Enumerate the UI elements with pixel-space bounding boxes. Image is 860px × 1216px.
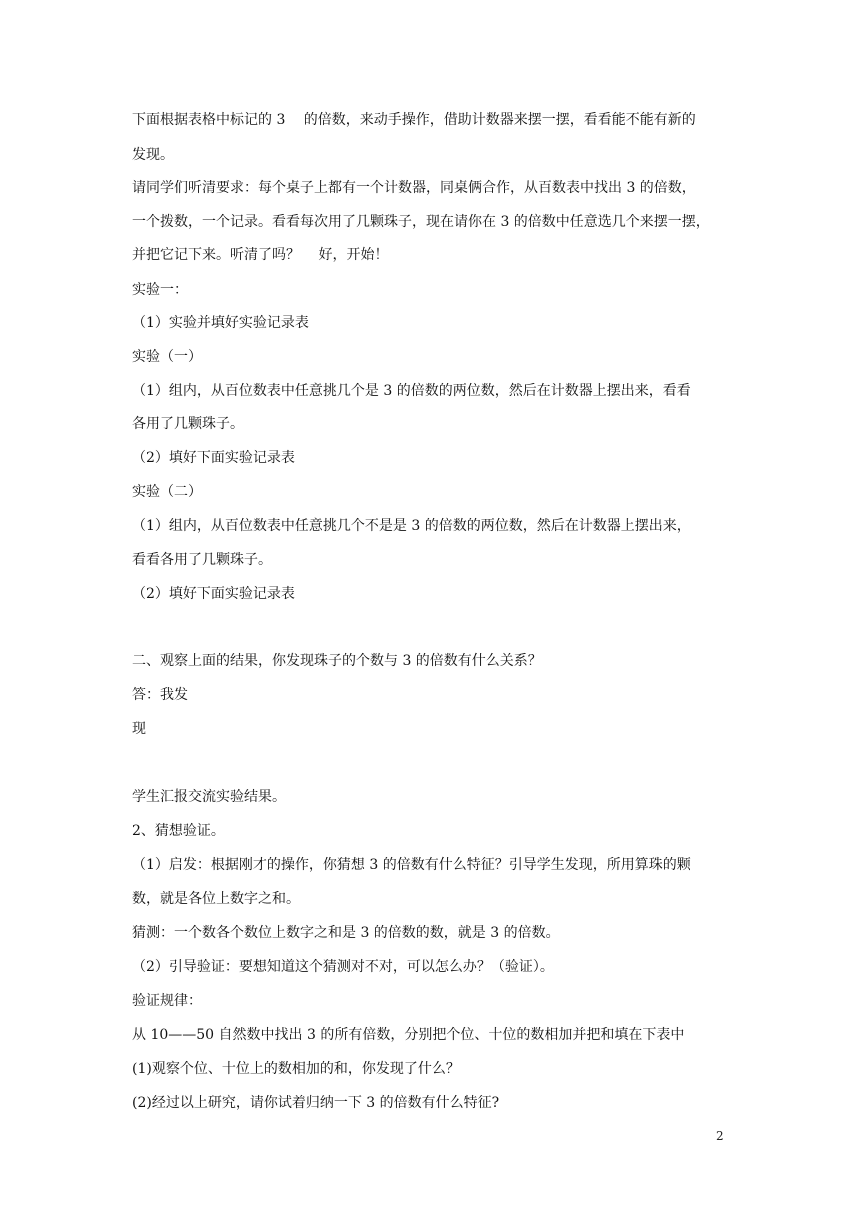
text-line: 学生汇报交流实验结果。 bbox=[132, 789, 286, 805]
text-line: 验证规律： bbox=[132, 993, 202, 1009]
text-line: 现 bbox=[132, 721, 146, 737]
text-line: 二、观察上面的结果，你发现珠子的个数与 3 的倍数有什么关系？ bbox=[132, 653, 542, 669]
text-line: (2)经过以上研究，请你试着归纳一下 3 的倍数有什么特征? bbox=[132, 1095, 500, 1111]
text-line: 实验（一） bbox=[132, 349, 202, 365]
page-number: 2 bbox=[716, 1129, 724, 1143]
text-line: 请同学们听清要求：每个桌子上都有一个计数器，同桌俩合作，从百数表中找出 3 的倍数， bbox=[132, 180, 696, 196]
text-line: 2、猜想验证。 bbox=[132, 823, 225, 839]
text-line: 看看各用了几颗珠子。 bbox=[132, 552, 272, 568]
text-line: （1）组内，从百位数表中任意挑几个是 3 的倍数的两位数，然后在计数器上摆出来，看看 bbox=[132, 383, 691, 399]
text-line: 发现。 bbox=[132, 147, 174, 163]
text-line: （2）填好下面实验记录表 bbox=[132, 450, 295, 466]
text-line: 实验一： bbox=[132, 282, 188, 298]
text-line: （2）引导验证：要想知道这个猜测对不对，可以怎么办？（验证）。 bbox=[132, 959, 554, 975]
text-line: 猜测：一个数各个数位上数字之和是 3 的倍数的数，就是 3 的倍数。 bbox=[132, 925, 560, 941]
text-line: 从 10——50 自然数中找出 3 的所有倍数，分别把个位、十位的数相加并把和填在下表中 bbox=[132, 1027, 685, 1043]
text-line: 一个拨数，一个记录。看看每次用了几颗珠子，现在请你在 3 的倍数中任意选几个来摆一摆， bbox=[132, 214, 710, 230]
text-line: (1)观察个位、十位上的数相加的和，你发现了什么？ bbox=[132, 1061, 460, 1077]
text-line: 各用了几颗珠子。 bbox=[132, 416, 244, 432]
text-line: （1）启发：根据刚才的操作，你猜想 3 的倍数有什么特征？引导学生发现，所用算珠的颗 bbox=[132, 857, 691, 873]
text-line: （1）组内，从百位数表中任意挑几个不是是 3 的倍数的两位数，然后在计数器上摆出来， bbox=[132, 518, 691, 534]
text-line: （1）实验并填好实验记录表 bbox=[132, 315, 309, 331]
text-line: 下面根据表格中标记的 3 的倍数，来动手操作，借助计数器来摆一摆，看看能不能有新的 bbox=[132, 112, 696, 128]
text-line: 实验（二） bbox=[132, 484, 202, 500]
text-line: 并把它记下来。听清了吗？ 好，开始！ bbox=[132, 247, 389, 263]
text-line: 数，就是各位上数字之和。 bbox=[132, 891, 300, 907]
text-line: （2）填好下面实验记录表 bbox=[132, 586, 295, 602]
text-line: 答：我发 bbox=[132, 687, 188, 703]
